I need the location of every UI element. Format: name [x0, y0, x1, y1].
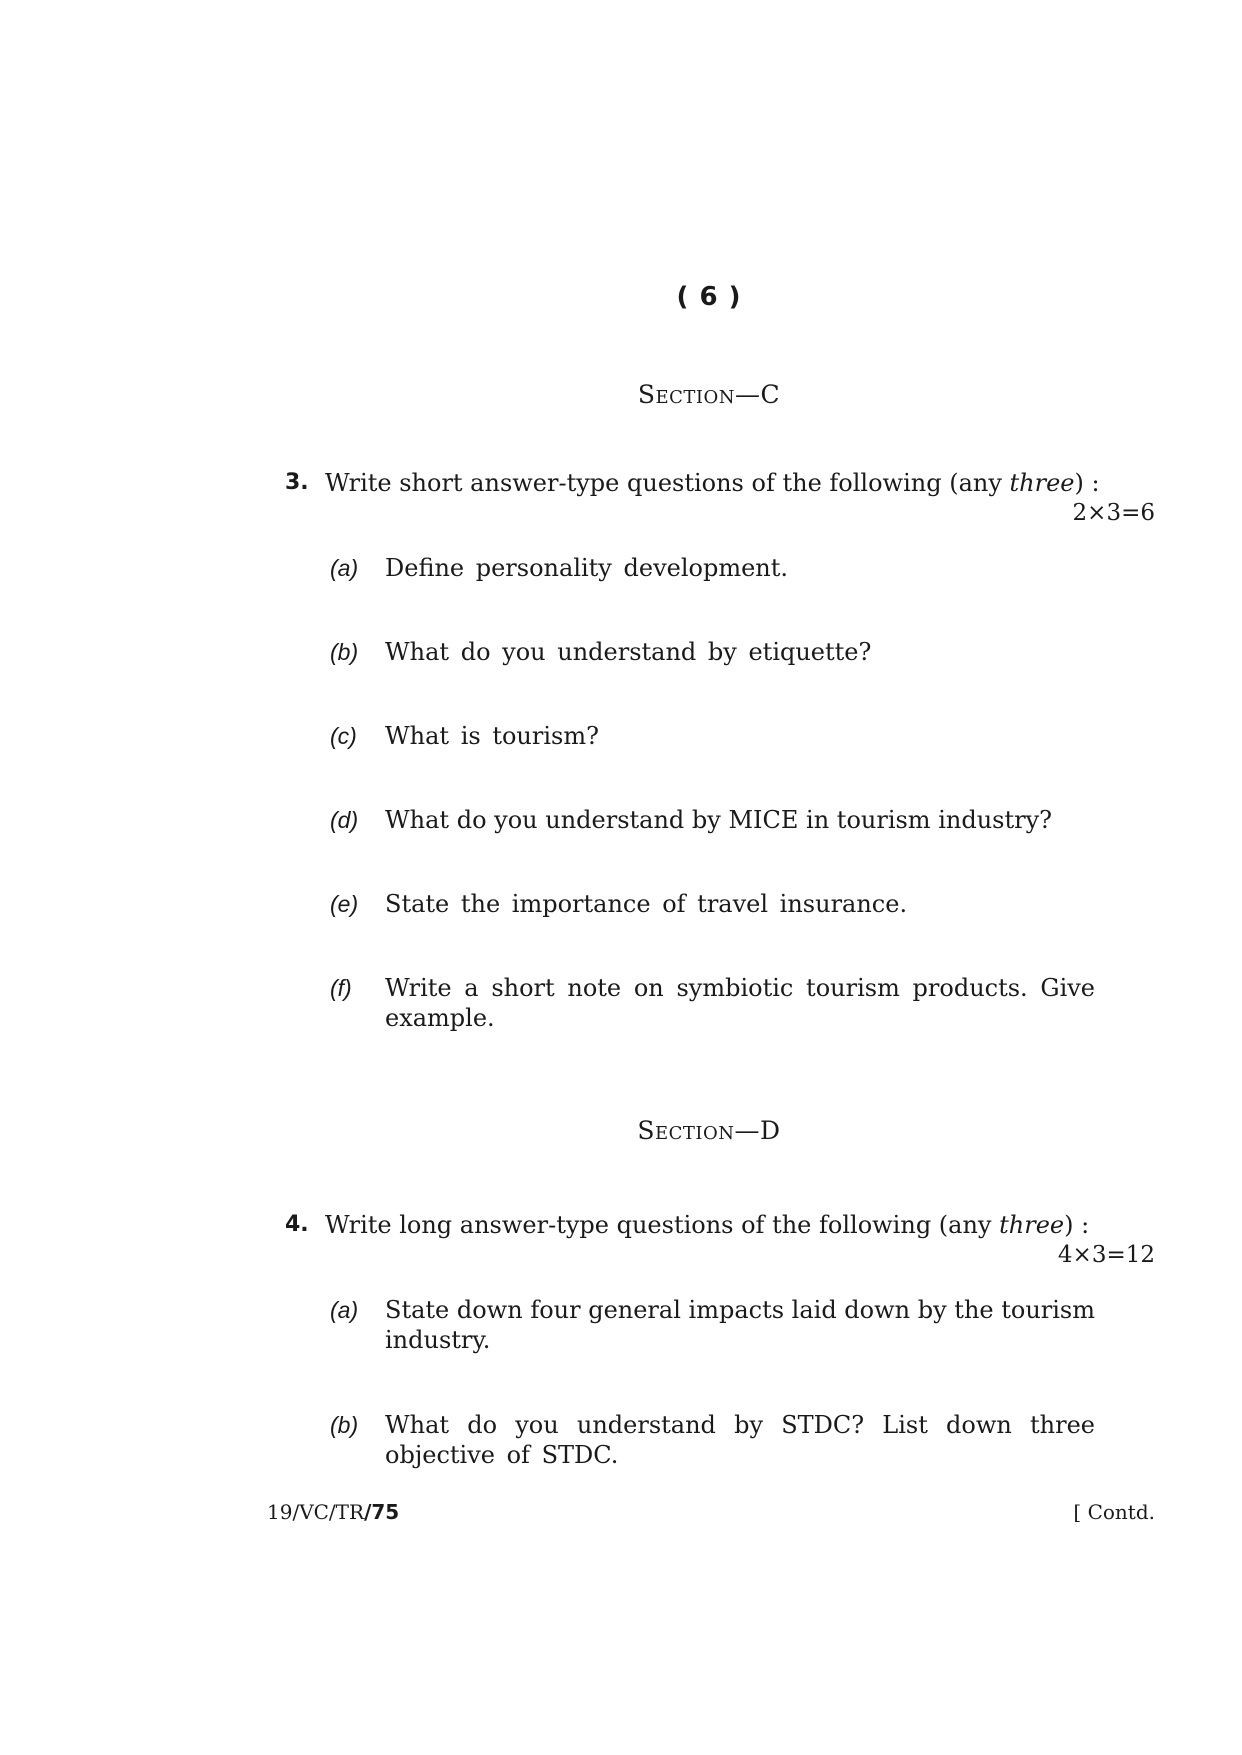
question-3-text-part: ) :: [1074, 469, 1100, 497]
question-4-text-emphasis: three: [999, 1211, 1065, 1239]
item-label: (d): [330, 807, 359, 833]
question-3-marks: 2×3=6: [1072, 500, 1155, 526]
item-text: Write a short note on symbiotic tourism products. Give example.: [385, 974, 1095, 1032]
continued-label: [ Contd.: [1073, 1500, 1155, 1524]
item-label: (e): [330, 891, 359, 917]
item-label: (c): [330, 723, 357, 749]
item-label: (a): [330, 1297, 359, 1323]
question-4-text-part: Write long answer-type questions of the following (any: [325, 1211, 1000, 1239]
item-label: (f): [330, 975, 352, 1001]
question-4-text-part: ) :: [1064, 1211, 1090, 1239]
item-text: What is tourism?: [385, 722, 599, 750]
item-text: State the importance of travel insurance.: [385, 890, 908, 918]
section-c-heading: Section—C: [637, 380, 781, 409]
item-label: (a): [330, 555, 359, 581]
item-text: Define personality development.: [385, 554, 789, 582]
question-3-text: [325, 468, 1100, 498]
item-text: State down four general impacts laid down by the tourism industry.: [385, 1296, 1096, 1354]
question-3-number: 3.: [285, 470, 309, 495]
question-4-text: [325, 1210, 1089, 1240]
item-label: (b): [330, 639, 359, 665]
paper-code: [267, 1500, 399, 1524]
question-4-number: 4.: [285, 1212, 309, 1237]
paper-code-number: /75: [364, 1500, 400, 1524]
item-text: What do you understand by etiquette?: [385, 638, 872, 666]
question-3-text-part: Write short answer-type questions of the following (any: [325, 469, 1010, 497]
item-text: What do you understand by STDC? List down three objective of STDC.: [385, 1411, 1095, 1469]
section-d-heading: Section—D: [637, 1116, 781, 1145]
question-3-text-emphasis: three: [1009, 469, 1075, 497]
question-4-marks: 4×3=12: [1057, 1242, 1155, 1268]
item-label: (b): [330, 1412, 359, 1438]
item-text: What do you understand by MICE in tourism industry?: [385, 806, 1053, 834]
page-number: ( 6 ): [676, 282, 742, 312]
paper-code-prefix: 19/VC/TR: [267, 1500, 365, 1524]
